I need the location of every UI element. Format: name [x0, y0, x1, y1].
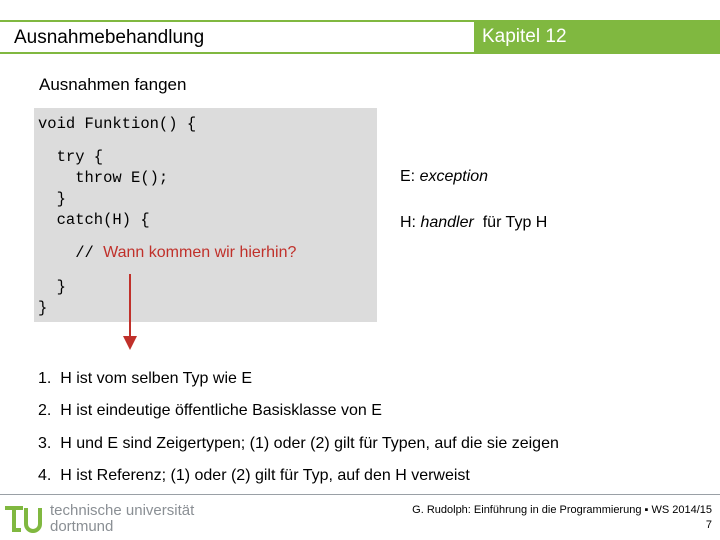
code-line-7: } [38, 278, 66, 296]
legend-e-prefix: E: [400, 168, 420, 185]
code-line-3: throw E(); [38, 169, 169, 187]
legend-e-term: exception [419, 168, 489, 185]
code-line-8: } [38, 299, 48, 317]
tu-logo-icon [5, 504, 47, 536]
university-name-line-1: technische universität [50, 502, 195, 519]
legend-h-prefix: H: [400, 214, 421, 231]
section-subtitle: Ausnahmen fangen [39, 75, 187, 94]
chapter-label: Kapitel 12 [482, 26, 567, 47]
footer-divider [0, 494, 720, 495]
slide-title: Ausnahmebehandlung [14, 27, 205, 48]
legend-h-term: handler [420, 214, 474, 231]
condition-2: 2. H ist eindeutige öffentliche Basisklasse von E [38, 402, 382, 419]
code-line-1: void Funktion() { [38, 115, 197, 133]
condition-1: 1. H ist vom selben Typ wie E [38, 370, 253, 387]
university-name [50, 503, 194, 535]
code-line-2: try { [38, 148, 104, 166]
footer-credit [412, 503, 712, 533]
university-name-line-2: dortmund [50, 518, 114, 535]
legend-h-suffix: für Typ H [473, 214, 548, 231]
course-credit: G. Rudolph: Einführung in die Programmierung ▪ WS 2014/15 [412, 504, 712, 516]
code-line-5: catch(H) { [38, 211, 150, 229]
code-line-4: } [38, 190, 66, 208]
condition-4: 4. H ist Referenz; (1) oder (2) gilt für Typ, auf den H verweist [38, 467, 470, 484]
code-comment-prefix: // [38, 244, 104, 262]
code-comment-question: Wann kommen wir hierhin? [103, 244, 297, 261]
condition-3: 3. H und E sind Zeigertypen; (1) oder (2) gilt für Typen, auf die sie zeigen [38, 435, 559, 452]
page-number: 7 [705, 519, 712, 531]
